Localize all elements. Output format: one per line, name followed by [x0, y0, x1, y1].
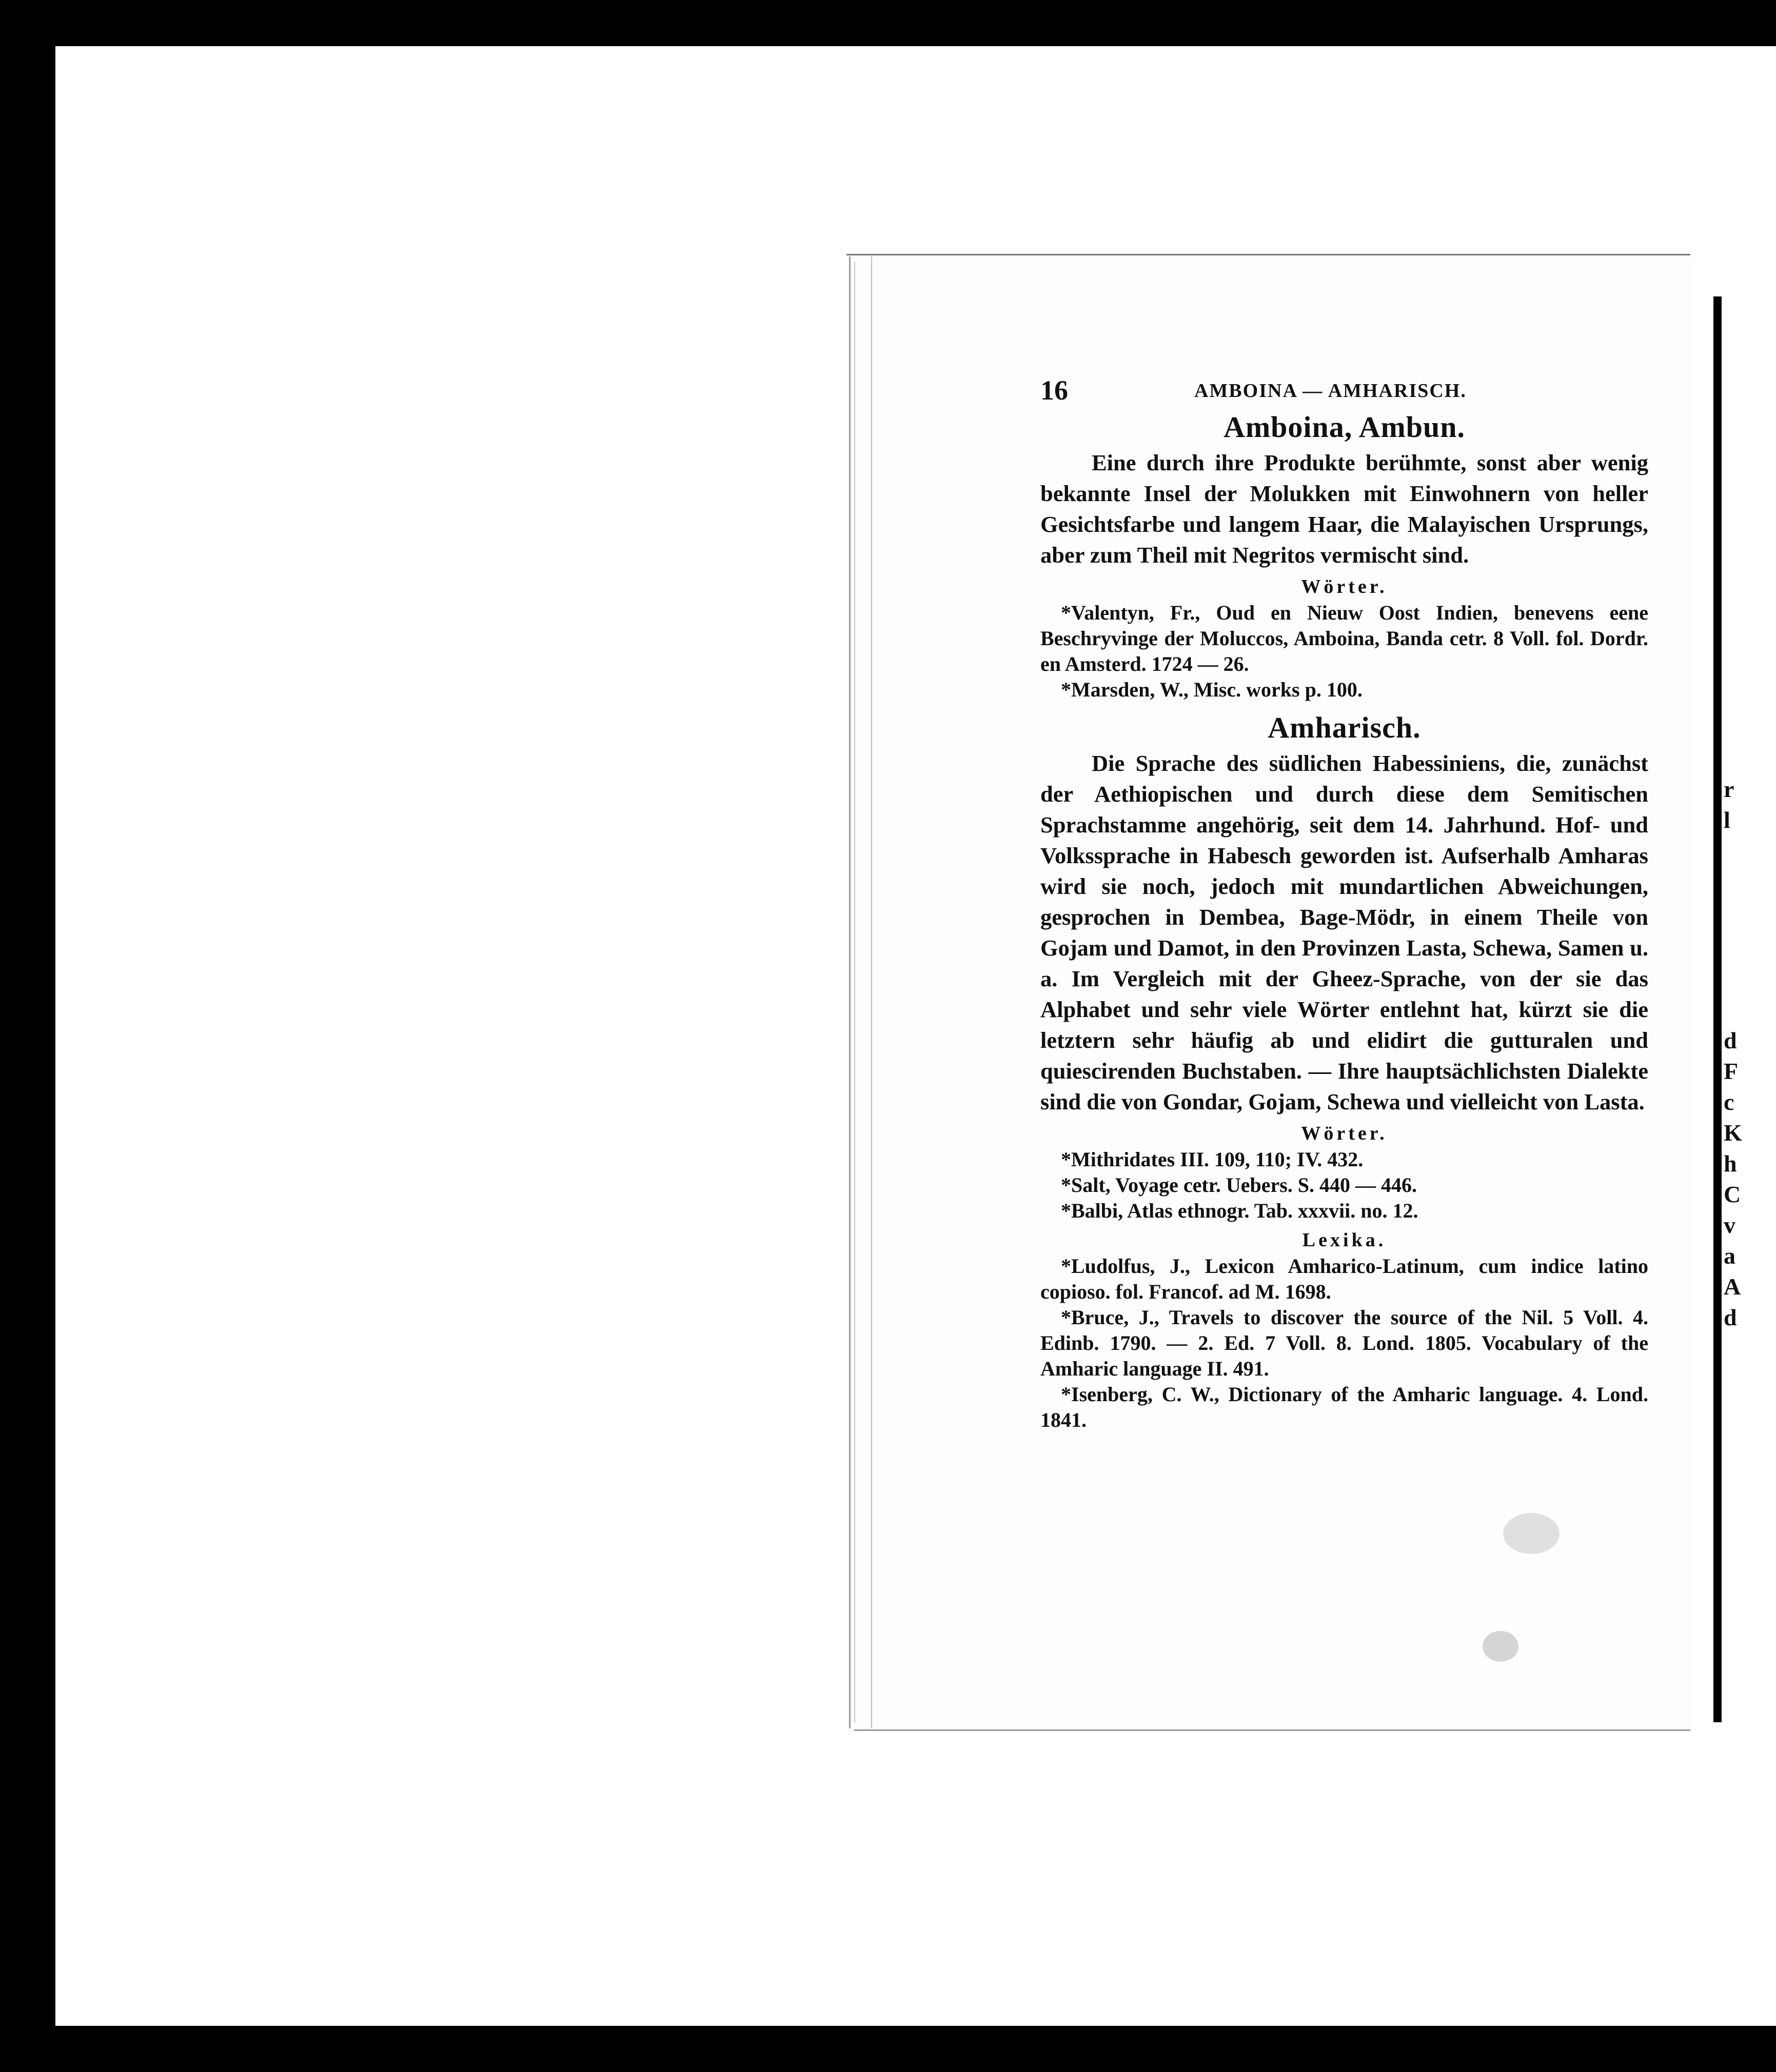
adjacent-page-fragment: K [1724, 1120, 1742, 1146]
adjacent-page-fragment: r [1724, 776, 1734, 802]
entry-description: Die Sprache des südlichen Habessiniens, die, zunächst der Aethiopischen und durch diese dem Semitischen Sprachstamme angehörig, seit dem 14. Jahrhund. Hof- und Volkssprache in Habesch geworden ist. Aufserhalb Amharas wird sie noch, jedoch mit mundartlichen Abweichungen, gesprochen in Dembea, Bage-Mödr, in einem Theile von Gojam und Damot, in den Provinzen Lasta, Schewa, Samen u. a. Im Vergleich mit der Gheez-Sprache, von der sie das Alphabet und sehr viele Wörter entlehnt hat, kürzt sie die letztern sehr häufig ab und elidirt die gutturalen und quiescirenden Buchstaben. — Ihre hauptsächlichsten Dialekte sind die von Gondar, Gojam, Schewa und vielleicht von Lasta. [1040, 750, 1648, 1114]
running-title: AMBOINA — AMHARISCH. [1194, 380, 1467, 402]
adjacent-page-fragment: F [1724, 1058, 1739, 1084]
adjacent-page-fragment: a [1724, 1243, 1735, 1269]
section-heading: Wörter. [1301, 1123, 1388, 1144]
bibliography-entry: *Valentyn, Fr., Oud en Nieuw Oost Indien, benevens eene Beschryvinge der Moluccos, Amboina, Banda cetr. 8 Voll. fol. Dordr. en Amsterd. 1724 — 26. [1040, 601, 1648, 675]
entry-amboina [1040, 410, 1648, 703]
entry-amharisch [1040, 711, 1648, 1433]
adjacent-page-fragment: c [1724, 1089, 1734, 1115]
adjacent-page-border [1713, 296, 1722, 1722]
page-bottom-edge [854, 1729, 1690, 1731]
entry-title: Amboina, Ambun. [1223, 410, 1466, 444]
entry-title: Amharisch. [1268, 711, 1421, 744]
adjacent-page-fragment: d [1724, 1027, 1737, 1053]
section-heading: Lexika. [1302, 1229, 1387, 1251]
scan-border-bottom [0, 2026, 1776, 2072]
bibliography-entry: *Bruce, J., Travels to discover the source of the Nil. 5 Voll. 4. Edinb. 1790. — 2. Ed. 7 Voll. 8. Lond. 1805. Vocabulary of the Amharic language II. 491. [1040, 1306, 1648, 1380]
entry-description: Eine durch ihre Produkte berühmte, sonst aber wenig bekannte Insel der Molukken mit Einwohnern von heller Gesichtsfarbe und langem Haar, die Malayischen Ursprungs, aber zum Theil mit Negritos vermischt sind. [1040, 450, 1648, 568]
adjacent-page-fragment: d [1724, 1304, 1737, 1330]
page-gutter-edge-inner [854, 262, 864, 1723]
bibliography-entry: *Ludolfus, J., Lexicon Amharico-Latinum, cum indice latino copioso. fol. Francof. ad M. 1698. [1040, 1254, 1648, 1303]
adjacent-page-fragment: h [1724, 1150, 1737, 1177]
bibliography-entry: *Salt, Voyage cetr. Uebers. S. 440 — 446. [1061, 1173, 1417, 1197]
adjacent-page [1722, 296, 1776, 1722]
adjacent-page-fragment: C [1724, 1181, 1741, 1207]
adjacent-page-fragment: v [1724, 1212, 1735, 1238]
scan-smudge [1483, 1631, 1518, 1662]
bibliography-entry: *Mithridates III. 109, 110; IV. 432. [1061, 1148, 1364, 1171]
scan-smudge [1503, 1513, 1560, 1554]
page-text-block [1040, 374, 1648, 1433]
bibliography-entry: *Marsden, W., Misc. works p. 100. [1061, 678, 1363, 701]
running-head [1040, 374, 1648, 410]
adjacent-page-fragment: l [1724, 807, 1730, 833]
page-top-edge [846, 254, 1690, 255]
scan-border-left [0, 0, 55, 2072]
scan-border-top [0, 0, 1776, 46]
adjacent-page-fragment: A [1724, 1273, 1741, 1300]
bibliography-entry: *Isenberg, C. W., Dictionary of the Amharic language. 4. Lond. 1841. [1040, 1383, 1648, 1431]
page-number: 16 [1040, 375, 1068, 406]
bibliography-entry: *Balbi, Atlas ethnogr. Tab. xxxvii. no. 12. [1061, 1199, 1418, 1222]
section-heading: Wörter. [1301, 576, 1388, 597]
